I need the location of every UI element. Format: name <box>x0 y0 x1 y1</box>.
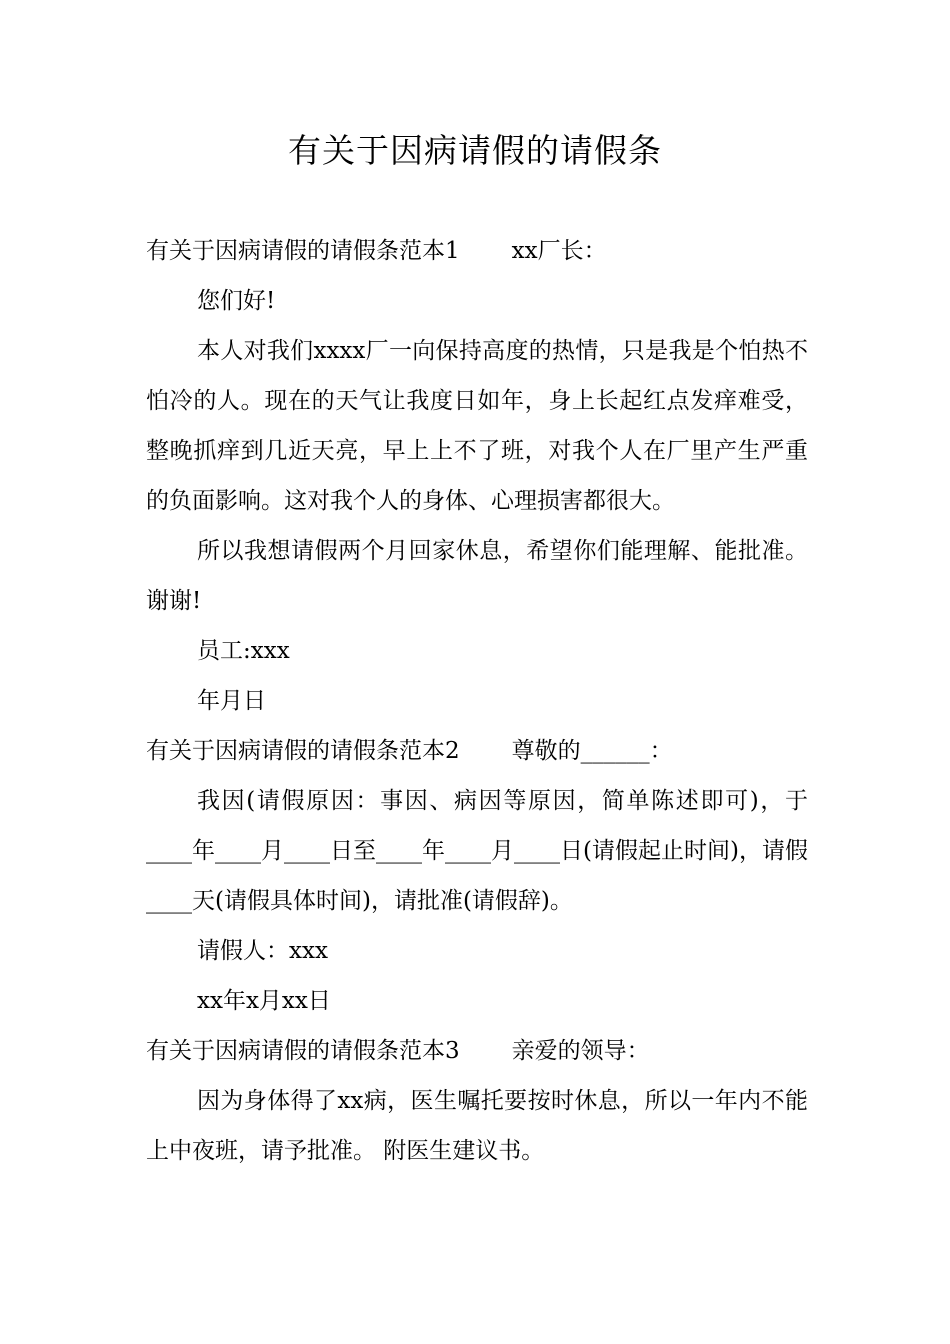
signature-line: 员工:xxx <box>197 638 290 664</box>
paragraph: 本人对我们xxxx厂一向保持高度的热情，只是我是个怕热不怕冷的人。现在的天气让我度日如年，身上长起红点发痒难受，整晚抓痒到几近天亮，早上上不了班，对我个人在厂里产生严重的负面影响。这对我个人的身体、心理损害都很大。 <box>146 338 808 514</box>
salutation: 亲爱的领导： <box>511 1038 650 1064</box>
salutation: 尊敬的______： <box>511 738 673 764</box>
paragraph: 所以我想请假两个月回家休息，希望你们能理解、能批准。谢谢! <box>146 538 808 614</box>
document-body <box>146 226 808 1176</box>
section-heading-line <box>146 226 808 276</box>
section-heading-line <box>146 1026 808 1076</box>
date-line: 年月日 <box>197 688 266 714</box>
section-heading: 有关于因病请假的请假条范本3 <box>146 1038 460 1064</box>
paragraph: 您们好! <box>197 288 276 314</box>
salutation: xx厂长： <box>511 238 607 264</box>
section-heading: 有关于因病请假的请假条范本2 <box>146 738 460 764</box>
signature-line: 请假人：xxx <box>197 938 328 964</box>
date-line: xx年x月xx日 <box>197 988 331 1014</box>
section-heading-line <box>146 726 808 776</box>
document-title: 有关于因病请假的请假条 <box>288 131 662 170</box>
section-heading: 有关于因病请假的请假条范本1 <box>146 238 460 264</box>
paragraph: 因为身体得了xx病，医生嘱托要按时休息，所以一年内不能上中夜班，请予批准。 附医生建议书。 <box>146 1088 808 1164</box>
paragraph: 我因(请假原因：事因、病因等原因，简单陈述即可)，于____年____月____日至____年____月____日(请假起止时间)，请假____天(请假具体时间)，请批准(请假辞)。 <box>146 788 808 914</box>
